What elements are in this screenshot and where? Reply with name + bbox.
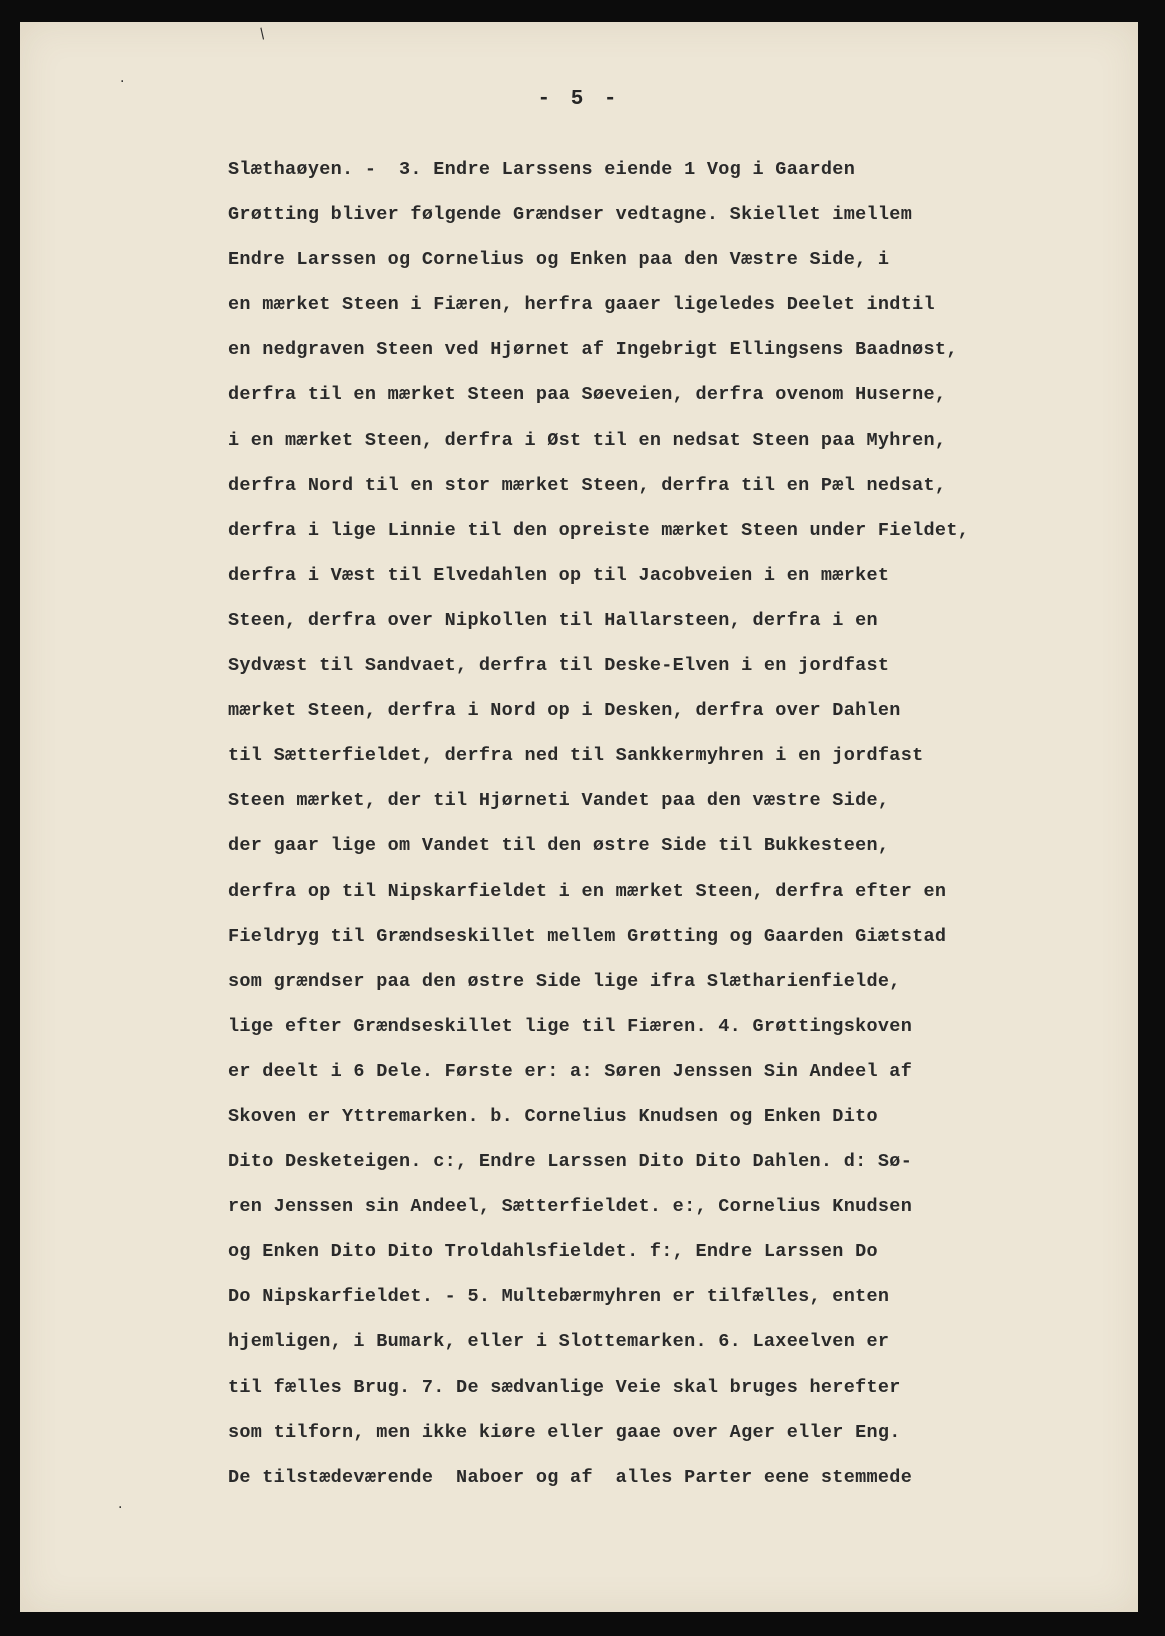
text-line: Fieldryg til Grændseskillet mellem Grøtting og Gaarden Giætstad bbox=[228, 925, 947, 947]
text-line: hjemligen, i Bumark, eller i Slottemarken. 6. Laxeelven er bbox=[228, 1331, 890, 1353]
text-line: ren Jenssen sin Andeel, Sætterfieldet. e:, Cornelius Knudsen bbox=[228, 1196, 913, 1218]
text-line: som tilforn, men ikke kiøre eller gaae over Ager eller Eng. bbox=[228, 1421, 901, 1443]
page-number: - 5 - bbox=[537, 88, 621, 111]
text-line: er deelt i 6 Dele. Første er: a: Søren Jenssen Sin Andeel af bbox=[228, 1060, 913, 1082]
text-line: Grøtting bliver følgende Grændser vedtagne. Skiellet imellem bbox=[228, 204, 913, 226]
text-line: som grændser paa den østre Side lige ifra Slætharienfielde, bbox=[228, 970, 901, 992]
text-line: derfra i lige Linnie til den opreiste mærket Steen under Fieldet, bbox=[228, 519, 970, 541]
text-line: derfra til en mærket Steen paa Søeveien, derfra ovenom Huserne, bbox=[228, 384, 947, 406]
text-line: Steen mærket, der til Hjørneti Vandet paa den væstre Side, bbox=[228, 790, 890, 812]
text-line: De tilstædeværende Naboer og af alles Parter eene stemmede bbox=[228, 1466, 913, 1488]
text-line: i en mærket Steen, derfra i Øst til en nedsat Steen paa Myhren, bbox=[228, 429, 947, 451]
document-page bbox=[20, 22, 1138, 1612]
text-line: en nedgraven Steen ved Hjørnet af Ingebrigt Ellingsens Baadnøst, bbox=[228, 339, 958, 361]
text-line: Steen, derfra over Nipkollen til Hallarsteen, derfra i en bbox=[228, 609, 878, 631]
text-line: derfra Nord til en stor mærket Steen, derfra til en Pæl nedsat, bbox=[228, 474, 947, 496]
pencil-mark: / bbox=[256, 25, 269, 43]
text-line: en mærket Steen i Fiæren, herfra gaaer ligeledes Deelet indtil bbox=[228, 294, 935, 316]
text-line: derfra op til Nipskarfieldet i en mærket Steen, derfra efter en bbox=[228, 880, 947, 902]
text-line: til fælles Brug. 7. De sædvanlige Veie skal bruges herefter bbox=[228, 1376, 901, 1398]
text-line: mærket Steen, derfra i Nord op i Desken, derfra over Dahlen bbox=[228, 700, 901, 722]
document-body bbox=[228, 147, 1108, 1500]
text-line: Endre Larssen og Cornelius og Enken paa den Væstre Side, i bbox=[228, 249, 890, 271]
margin-mark: · bbox=[118, 1500, 123, 1516]
text-line: derfra i Væst til Elvedahlen op til Jacobveien i en mærket bbox=[228, 564, 890, 586]
text-line: Dito Desketeigen. c:, Endre Larssen Dito Dito Dahlen. d: Sø- bbox=[228, 1151, 913, 1173]
text-line: Do Nipskarfieldet. - 5. Multebærmyhren er tilfælles, enten bbox=[228, 1286, 890, 1308]
text-line: lige efter Grændseskillet lige til Fiæren. 4. Grøttingskoven bbox=[228, 1015, 913, 1037]
text-line: og Enken Dito Dito Troldahlsfieldet. f:, Endre Larssen Do bbox=[228, 1241, 878, 1263]
margin-mark: · bbox=[120, 74, 125, 90]
text-line: til Sætterfieldet, derfra ned til Sankkermyhren i en jordfast bbox=[228, 745, 924, 767]
text-line: Slæthaøyen. - 3. Endre Larssens eiende 1 Vog i Gaarden bbox=[228, 159, 856, 180]
text-line: der gaar lige om Vandet til den østre Side til Bukkesteen, bbox=[228, 835, 890, 857]
text-line: Skoven er Yttremarken. b. Cornelius Knudsen og Enken Dito bbox=[228, 1105, 878, 1127]
text-line: Sydvæst til Sandvaet, derfra til Deske-Elven i en jordfast bbox=[228, 655, 890, 677]
